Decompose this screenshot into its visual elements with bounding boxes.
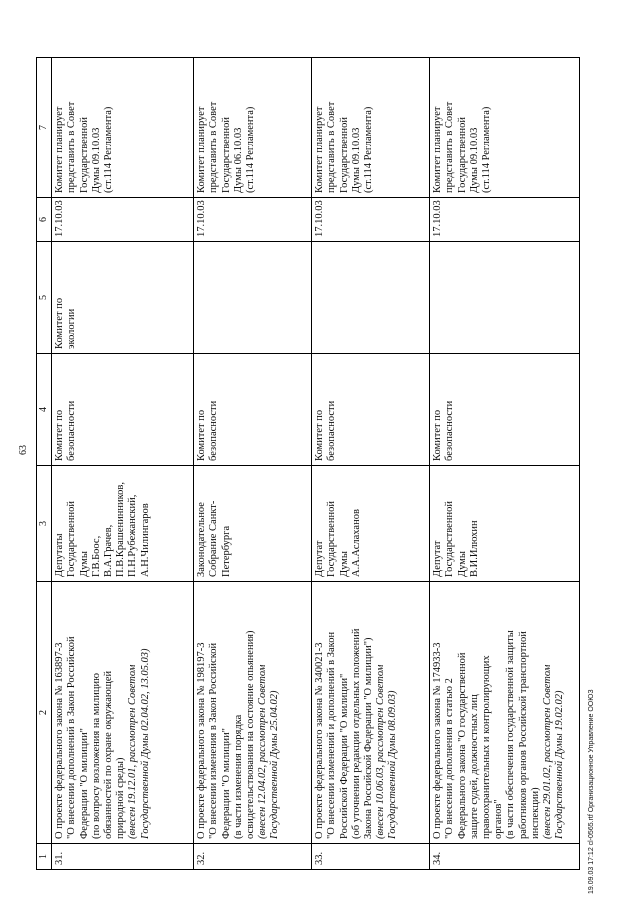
committee-line: Комитет по xyxy=(196,409,208,461)
bill-description-line: "О внесении изменений и дополнений в Закон xyxy=(326,631,338,839)
plan-cell xyxy=(430,58,580,198)
date: 17.10.03 xyxy=(432,200,444,237)
committee-line: Комитет по xyxy=(432,409,444,461)
bill-description-line: освидетельствования на состояние опьянения) xyxy=(245,630,257,839)
bill-description-line: (по вопросу возложения на милицию xyxy=(90,673,102,839)
bill-description-line: Закона Российской Федерации "О милиции") xyxy=(363,637,375,839)
committee-line: безопасности xyxy=(444,400,456,461)
committee-line: безопасности xyxy=(326,400,338,461)
author-line: Законодательное xyxy=(196,502,208,577)
plan-line: представить в Совет xyxy=(208,101,220,193)
plan-line: представить в Совет xyxy=(326,101,338,193)
date: 17.10.03 xyxy=(54,200,66,237)
bill-intro-line: (внесен 19.12.01, рассмотрен Советом xyxy=(127,664,139,839)
column-number: 6 xyxy=(37,198,52,242)
date: 17.10.03 xyxy=(196,200,208,237)
committee-cell xyxy=(312,354,430,466)
author-cell xyxy=(194,466,312,582)
bill-description-line: (об уточнении редакции отдельных положений xyxy=(350,628,362,839)
bill-description-line: Федерации "О милиции" xyxy=(220,728,232,839)
plan-line: Комитет планирует xyxy=(54,106,66,193)
author-line: Собрание Санкт- xyxy=(208,500,220,577)
co-committee-cell xyxy=(52,242,194,354)
committee-cell xyxy=(194,354,312,466)
column-number: 4 xyxy=(37,354,52,466)
bill-description-line: "О внесении дополнений в Закон Российской xyxy=(66,636,78,839)
author-line: П.В.Крашенинников, xyxy=(115,482,127,577)
author-line: Думы xyxy=(338,551,350,577)
bill-description-line: органов" xyxy=(493,799,505,839)
column-number: 5 xyxy=(37,242,52,354)
footer-text: 19.09.03 17:12 cl-0565.rtf Организационное Управление ООЮЗ xyxy=(588,689,595,894)
row-number-cell xyxy=(194,844,312,870)
table-row xyxy=(194,58,312,870)
author-line: Депутаты xyxy=(54,533,66,577)
author-line: Депутат xyxy=(314,540,326,577)
bill-description-line: обязанностей по охране окружающей xyxy=(103,670,115,839)
plan-line: Комитет планирует xyxy=(314,106,326,193)
date-cell xyxy=(430,198,580,242)
column-number: 3 xyxy=(37,466,52,582)
plan-line: Думы 06.10.03 xyxy=(232,127,244,193)
bill-description-line: Федерации "О милиции" xyxy=(78,728,90,839)
author-line: В.А.Грачев, xyxy=(103,524,115,577)
author-line: Петербурга xyxy=(220,525,232,577)
plan-cell xyxy=(52,58,194,198)
author-line: Депутат xyxy=(432,540,444,577)
author-line: Государственной xyxy=(326,501,338,577)
bill-title: О проекте федерального закона № 163897-3 xyxy=(54,642,66,839)
plan-cell xyxy=(312,58,430,198)
co-committee-line: экологии xyxy=(66,308,78,349)
bill-description-cell xyxy=(312,582,430,844)
column-number: 1 xyxy=(37,844,52,870)
co-committee-line: Комитет по xyxy=(54,297,66,349)
author-line: В.И.Илюхин xyxy=(468,520,480,577)
plan-line: представить в Совет xyxy=(444,101,456,193)
committee-line: Комитет по xyxy=(314,409,326,461)
row-number-cell xyxy=(52,844,194,870)
table-body xyxy=(52,58,580,870)
author-line: Государственной xyxy=(66,501,78,577)
bill-description-cell xyxy=(52,582,194,844)
plan-line: (ст.114 Регламента) xyxy=(103,106,115,193)
bill-description-line: работников органов Российской транспортной xyxy=(517,631,529,839)
bill-description-cell xyxy=(194,582,312,844)
bill-title: О проекте федерального закона № 198197-3 xyxy=(196,642,208,839)
committee-cell xyxy=(52,354,194,466)
bill-title: О проекте федерального закона № 174933-3 xyxy=(432,642,444,839)
bill-intro-line: (внесен 12.04.02, рассмотрен Советом xyxy=(257,664,269,839)
bill-description-line: (в части изменения порядка xyxy=(232,714,244,839)
bill-description-line: Российской Федерации "О милиции" xyxy=(338,673,350,839)
table-row xyxy=(52,58,194,870)
date-cell xyxy=(194,198,312,242)
co-committee-cell xyxy=(194,242,312,354)
bill-description-line: "О внесении дополнения в статью 2 xyxy=(444,678,456,839)
table-row xyxy=(430,58,580,870)
committee-line: Комитет по xyxy=(54,409,66,461)
plan-line: Государственной xyxy=(78,117,90,193)
date: 17.10.03 xyxy=(314,200,326,237)
committee-line: безопасности xyxy=(208,400,220,461)
plan-line: (ст.114 Регламента) xyxy=(363,106,375,193)
plan-line: Государственной xyxy=(456,117,468,193)
bill-description-line: "О внесении изменения в Закон Российской xyxy=(208,642,220,839)
bill-intro-line: (внесен 10.06.03, рассмотрен Советом xyxy=(375,664,387,839)
author-line: П.Н.Рубежанский, xyxy=(127,494,139,577)
plan-line: Думы 09.10.03 xyxy=(350,127,362,193)
plan-line: Государственной xyxy=(220,117,232,193)
bill-description-line: инспекции) xyxy=(529,787,541,839)
column-number: 2 xyxy=(37,582,52,844)
plan-line: представить в Совет xyxy=(66,101,78,193)
bills-table xyxy=(36,57,580,870)
bill-intro-line: Государственной Думы 25.04.02) xyxy=(269,690,281,839)
row-number-cell xyxy=(312,844,430,870)
author-cell xyxy=(430,466,580,582)
row-number: 33. xyxy=(314,851,326,865)
table-row xyxy=(312,58,430,870)
plan-line: Думы 09.10.03 xyxy=(90,127,102,193)
committee-cell xyxy=(430,354,580,466)
bill-intro-line: Государственной Думы 08.09.03) xyxy=(387,690,399,839)
plan-line: (ст.114 Регламента) xyxy=(245,106,257,193)
bill-description-cell xyxy=(430,582,580,844)
bill-description-line: защите судей, должностных лиц xyxy=(468,694,480,839)
author-line: Г.В.Боос, xyxy=(90,535,102,577)
plan-line: Государственной xyxy=(338,117,350,193)
author-cell xyxy=(52,466,194,582)
plan-line: Думы 09.10.03 xyxy=(468,127,480,193)
author-line: Думы xyxy=(456,551,468,577)
row-number-cell xyxy=(430,844,580,870)
date-cell xyxy=(312,198,430,242)
author-line: Думы xyxy=(78,551,90,577)
bill-description-line: правоохранительных и контролирующих xyxy=(481,655,493,839)
committee-line: безопасности xyxy=(66,400,78,461)
plan-line: Комитет планирует xyxy=(432,106,444,193)
bill-title: О проекте федерального закона № 340021-3 xyxy=(314,642,326,839)
row-number: 34. xyxy=(432,851,444,865)
author-cell xyxy=(312,466,430,582)
author-line: А.Н.Чилингаров xyxy=(139,503,151,577)
bill-description-line: Федерального закона "О государственной xyxy=(456,652,468,839)
author-line: А.А.Аслаханов xyxy=(350,509,362,577)
plan-line: Комитет планирует xyxy=(196,106,208,193)
date-cell xyxy=(52,198,194,242)
bill-description-line: (в части обеспечения государственной защиты xyxy=(505,630,517,839)
column-number: 7 xyxy=(37,58,52,198)
bill-intro-line: Государственной Думы 02.04.02, 13.05.03) xyxy=(139,648,151,839)
author-line: Государственной xyxy=(444,501,456,577)
co-committee-cell xyxy=(312,242,430,354)
row-number: 31. xyxy=(54,851,66,865)
bill-intro-line: (внесен 29.01.02, рассмотрен Советом xyxy=(542,664,554,839)
page-number: 63 xyxy=(18,445,29,455)
column-number-row xyxy=(37,58,52,870)
plan-line: (ст.114 Регламента) xyxy=(481,106,493,193)
row-number: 32. xyxy=(196,851,208,865)
bill-intro-line: Государственной Думы 19.02.02) xyxy=(554,690,566,839)
plan-cell xyxy=(194,58,312,198)
bill-description-line: природной среды) xyxy=(115,757,127,839)
co-committee-cell xyxy=(430,242,580,354)
